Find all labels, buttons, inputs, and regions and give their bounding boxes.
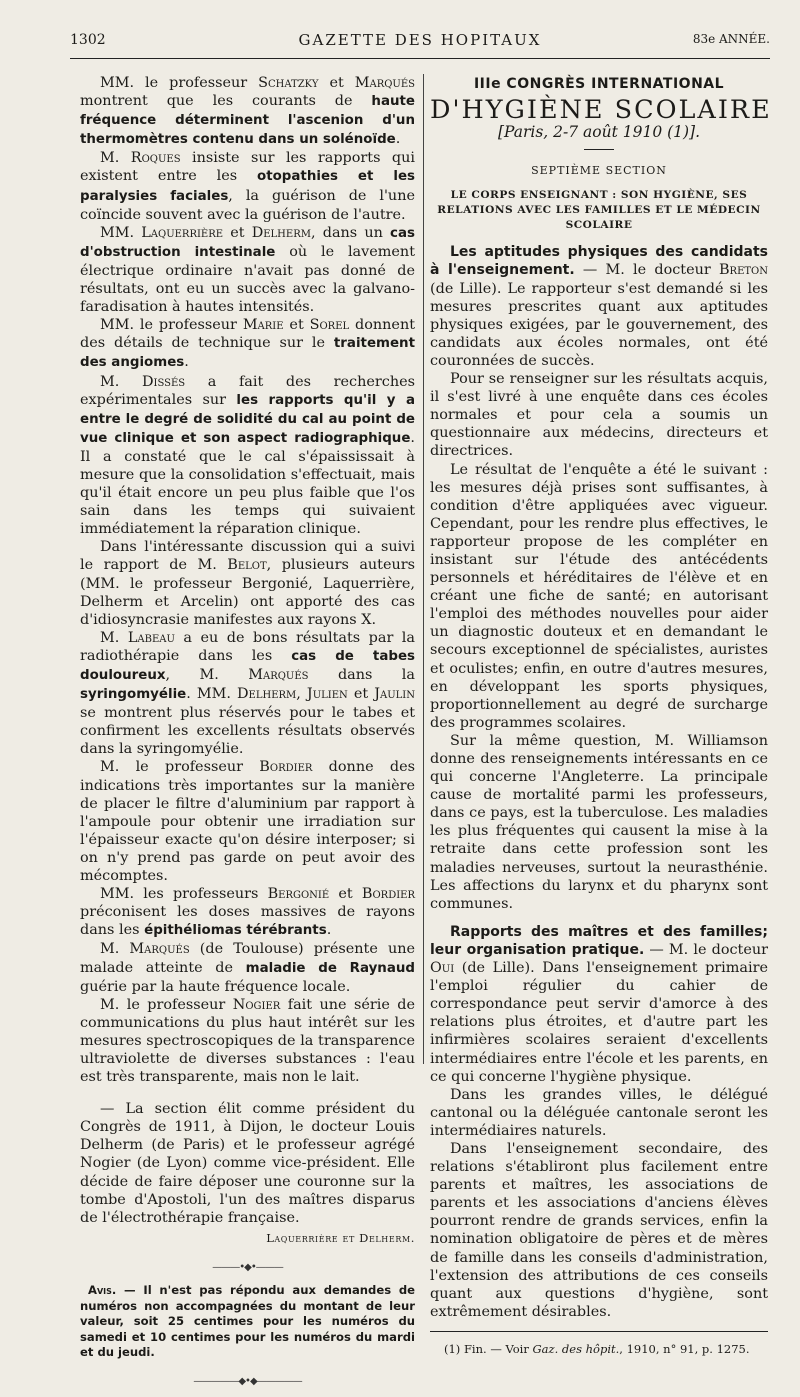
paragraph-resultat: Le résultat de l'enquête a été le suivant : les mesures déjà prises sont suffisantes, à condition d'être appliquées avec vigueur. Cependant, pour les rendre plus effectives, le rapporteur propose de les compléter en insistant sur l'étude des antécédents personnels et héréditaires de l'élève et en créant une fiche de santé; en autorisant l'emploi des méthodes nouvelles pour aider un diagnostic douteux et en demandant le secours exceptionnel de spécialistes, auristes et oculistes; enfin, en outre d'autres mesures, en développant les sports physiques, proportionnellement au degré de surcharge des programmes scolaires.: [430, 461, 768, 731]
title-rule: [584, 149, 614, 150]
page-number: 1302: [70, 32, 106, 48]
paragraph-schatzky: MM. le professeur Schatzky et Marqués montrent que les courants de haute fréquence déterminent l'ascenion d'un thermomètres contenu dans un solénoïde.: [80, 75, 415, 148]
footnote-rule: [430, 1331, 768, 1332]
section-heading: SEPTIÈME SECTION: [531, 164, 667, 178]
article-dates: [Paris, 2-7 août 1910 (1)].: [497, 123, 701, 142]
paragraph-breton: Les aptitudes physiques des candidats à l'enseignement. — M. le docteur Breton (de Lille). Le rapporteur s'est demandé si les mesures prescrites quant aux aptitudes physiques exigées, par le gouvernement, des candidats aux écoles normales, ont été couronnées de succès.: [430, 244, 768, 369]
header-rule: [70, 58, 770, 59]
left-column: [80, 74, 415, 1397]
year-label: 83e ANNÉE.: [692, 32, 770, 46]
paragraph-secondaire: Dans l'enseignement secondaire, des relations s'établiront plus facilement entre parents et maîtres, les associations de parents et les associations d'anciens élèves pourront rendre de grands services, enfin la nomination obligatoire de pères et de mères de famille dans les conseils d'administration, l'extension des attributions de ces conseils quant aux questions d'hygiène, sont extrêmement désirables.: [430, 1140, 768, 1320]
congress-heading: IIIe CONGRÈS INTERNATIONAL: [473, 76, 725, 92]
page-header: [70, 30, 770, 52]
article-title: D'HYGIÈNE SCOLAIRE: [430, 95, 772, 126]
column-divider: [423, 74, 424, 1064]
paragraph-belot: Dans l'intéressante discussion qui a suivi le rapport de M. Belot, plusieurs auteurs (MM. le professeur Bergonié, Laquerrière, Delherm et Arcelin) ont apporté des cas d'idiosyncrasie manifestes aux rayons X.: [80, 539, 415, 628]
paragraph-laquerriere: MM. Laquerrière et Delherm, dans un cas d'obstruction intestinale où le lavement électrique ordinaire n'avait pas donné de résultats, ont eu un succès avec la galvano-faradisation à hautes intensités.: [80, 224, 415, 316]
paragraph-enquete: Pour se renseigner sur les résultats acquis, il s'est livré à une enquête dans ces écoles normales et pour cela a soumis un questionnaire aux médecins, directeurs et directrices.: [430, 371, 768, 460]
paragraph-nogier: M. le professeur Nogier fait une série de communications du plus haut intérêt sur les mesures spectroscopiques de la transparence ultraviolette de diverses substances : l'eau est très transparente, mais non le lait.: [80, 996, 415, 1086]
paragraph-roques: M. Roques insiste sur les rapports qui existent entre les otopathies et les paralysies faciales, la guérison de l'une coïncide souvent avec la guérison de l'autre.: [80, 150, 415, 223]
paragraph-section-election: — La section élit comme président du Congrès de 1911, à Dijon, le docteur Louis Delherm (de Paris) et le professeur agrégé Nogier (de Lyon) comme vice-président. Elle décide de faire déposer une couronne sur la tombe d'Apostoli, l'un des maîtres disparus de l'électrothérapie française.: [80, 1101, 415, 1226]
paragraph-marques-raynaud: M. Marqués (de Toulouse) présente une malade atteinte de maladie de Raynaud guérie par la haute fréquence locale.: [80, 941, 415, 995]
footnote: (1) Fin. — Voir Gaz. des hôpit., 1910, n° 91, p. 1275.: [444, 1341, 750, 1356]
avis-notice: Avis. — Il n'est pas répondu aux demandes de numéros non accompagnées du montant de leur valeur, soit 25 centimes pour les numéros du samedi et 10 centimes pour les numéros du mardi et du jeudi.: [80, 1283, 415, 1360]
right-column: [430, 74, 772, 1358]
paragraph-bordier: M. le professeur Bordier donne des indications très importantes sur la manière de placer le filtre d'aluminium par rapport à l'ampoule pour obtenir une irradiation sur l'épaisseur exacte qu'on désire interposer; si on n'y prend pas garde on peut avoir des mécomptes.: [80, 759, 415, 885]
signature: Laquerrière et Delherm.: [266, 1230, 415, 1245]
paragraph-oui: Rapports des maîtres et des familles; leur organisation pratique. — M. le docteur Oui (de Lille). Dans l'enseignement primaire l'emploi régulier du cahier de correspondance peut servir d'amorce à des relations plus étroites, et d'autre part les infirmières scolaires seraient d'excellents intermédiaires entre l'école et les parents, en ce qui concerne l'hygiène physique.: [430, 923, 768, 1085]
paragraph-labeau: M. Labeau a eu de bons résultats par la radiothérapie dans les cas de tabes douloureux, M. Marqués dans la syringomyélie. MM. Delherm, Julien et Jaulin se montrent plus réservés pour le tabes et confirment les excellents résultats observés dans la syringomyélie.: [80, 629, 416, 758]
ornament-divider-bottom: —————◆•◆—————: [193, 1375, 302, 1387]
paragraph-williamson: Sur la même question, M. Williamson donne des renseignements intéressants en ce qui concerne l'Angleterre. La principale cause de mortalité parmi les professeurs, dans ce pays, est la tuberculose. Les maladies les plus fréquentes qui causent la mise à la retraite dans cette profession sont les maladies nerveuses, surtout la neurasthénie. Les affections du larynx et du pharynx sont communes.: [430, 732, 768, 912]
paragraph-bergonie-bordier: MM. les professeurs Bergonié et Bordier préconisent les doses massives de rayons dans les épithéliomas térébrants.: [80, 886, 416, 939]
paragraph-disses: M. Dissés a fait des recherches expérimentales sur les rapports qu'il y a entre le degré de solidité du cal au point de vue clinique et son aspect radiographique. Il a constaté que le cal s'épaississait à mesure que la consolidation s'effectuait, mais qu'il était encore un peu plus faible que l'os sain dans les temps qui suivaient immédiatement la réparation clinique.: [80, 373, 415, 538]
paragraph-marie-sorel: MM. le professeur Marie et Sorel donnent des détails de technique sur le traitement des angiomes.: [80, 317, 415, 371]
paragraph-grandes-villes: Dans les grandes villes, le délégué cantonal ou la déléguée cantonale seront les intermédiaires naturels.: [430, 1086, 768, 1139]
ornament-divider: ———•◆•———: [212, 1261, 283, 1273]
section-subheading: LE CORPS ENSEIGNANT : SON HYGIÈNE, SES RELATIONS AVEC LES FAMILLES ET LE MÉDECIN SCOLAIRE: [437, 189, 761, 232]
journal-title: GAZETTE DES HOPITAUX: [298, 31, 542, 49]
